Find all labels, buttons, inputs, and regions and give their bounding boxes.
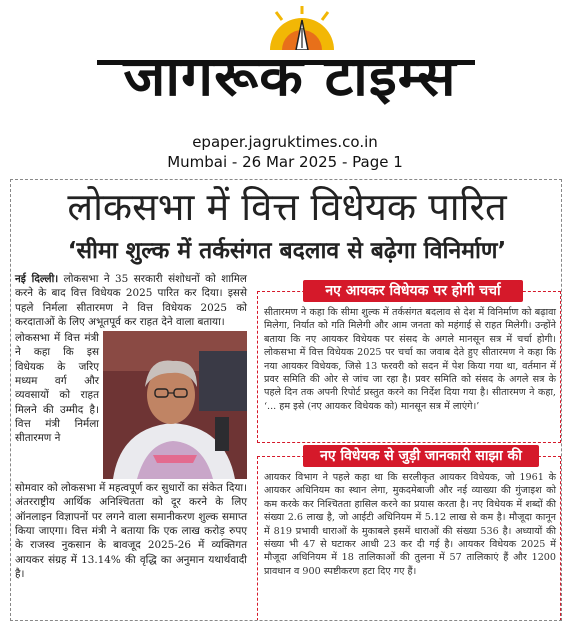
text-beside-photo: लोकसभा में वित्त मंत्री ने कहा कि इस विधेयक के जरिए मध्यम वर्ग और व्यवसायों को राहत मिलने की उम्मीद है। वित्त मंत्री निर्मला सीतारमण ने [15, 332, 99, 445]
sidebar-box-2-text: आयकर विभाग ने पहले कहा था कि सरलीकृत आयकर विधेयक, जो 1961 के आयकर अधिनियम का स्थान लेगा, मुकदमेबाजी और नई व्याख्या की गुंजाइश को कम करके कर निश्चितता हासिल करने का प्रयास करता है। नए विधेयक में शब्दों की संख्या 2.6 लाख है, जो आईटी अधिनियम में 5.12 लाख से कम है। मौजूदा कानून में 819 प्रभावी धाराओं के मुकाबले इसमें धाराओं की संख्या 536 है। अध्यायों की संख्या भी 47 से घटाकर आधी 23 कर दी गई है। आयकर विधेयक 2025 में मौजूदा अधिनियम में 18 तालिकाओं की तुलना में 57 तालिकाएं हैं और 1200 प्रावधान व 900 स्पष्टीकरण हटा दिए गए हैं। [264, 472, 556, 577]
dateline: नई दिल्ली। [15, 273, 59, 285]
edition-line: Mumbai - 26 Mar 2025 - Page 1 [167, 153, 403, 171]
sidebar-box-2 [257, 456, 561, 621]
article-subhead: ‘सीमा शुल्क में तर्कसंगत बदलाव से बढ़ेगा विनिर्माण’ [67, 238, 507, 264]
masthead [0, 0, 570, 171]
lead-text: लोकसभा ने 35 सरकारी संशोधनों को शामिल करने के बाद वित्त विधेयक 2025 पारित कर दिया। इससे पहले निर्मला सीतारमण ने वित्त विधेयक 2025 को करदाताओं के लिए अभूतपूर्व कर राहत देने वाला बताया। [15, 273, 247, 328]
lead-paragraph [15, 272, 247, 329]
minister-photo-illustration [103, 331, 247, 479]
left-column [15, 272, 247, 581]
photo-row [15, 331, 247, 479]
continuation-paragraph: सोमवार को लोकसभा में महत्वपूर्ण कर सुधारों का संकेत दिया। अंतरराष्ट्रीय आर्थिक अनिश्चितता को दूर करने के लिए ऑनलाइन विज्ञापनों पर लगने वाला समानीकरण शुल्क समाप्त किया जाएगा। वित्त मंत्री ने बताया कि एक लाख करोड़ रुपए के राजस्व नुकसान के बावजूद 2025-26 में व्यक्तिगत आयकर संग्रह में 13.14% की वृद्धि का अनुमान यथार्थवादी है। [15, 482, 247, 580]
sidebar-box-1 [257, 291, 561, 443]
epaper-url[interactable]: epaper.jagruktimes.co.in [192, 133, 378, 151]
sidebar-tag-1: नए आयकर विधेयक पर होगी चर्चा [303, 280, 523, 302]
sidebar-box-1-text: सीतारमण ने कहा कि सीमा शुल्क में तर्कसंगत बदलाव से देश में विनिर्माण को बढ़ावा मिलेगा, निर्यात को गति मिलेगी और आम जनता को महंगाई से राहत मिलेगी। उन्होंने बताया कि नए आयकर विधेयक पर संसद के अगले मानसून सत्र में चर्चा होगी। लोकसभा में वित्त विधेयक 2025 पर चर्चा का जवाब देते हुए सीतारमण ने कहा कि नया आयकर विधेयक, जिसे 13 फरवरी को सदन में पेश किया गया था, वर्तमान में प्रवर समिति की ओर से जांच जा रहा है। प्रवर समिति को संसद के अगले सत्र के पहले दिन तक अपनी रिपोर्ट प्रस्तुत करने का निर्देश दिया गया है। सीतारमण ने कहा, ‘... हम इसे (नए आयकर विधेयक को) मानसून सत्र में लाएंगे।’ [264, 307, 556, 412]
news-clipping [10, 179, 562, 621]
newspaper-logo: जागरूक टाइम्स [123, 45, 457, 108]
sidebar-tag-2: नए विधेयक से जुड़ी जानकारी साझा की [303, 445, 539, 467]
minister-photo [103, 331, 247, 479]
article-headline: लोकसभा में वित्त विधेयक पारित [67, 185, 507, 229]
